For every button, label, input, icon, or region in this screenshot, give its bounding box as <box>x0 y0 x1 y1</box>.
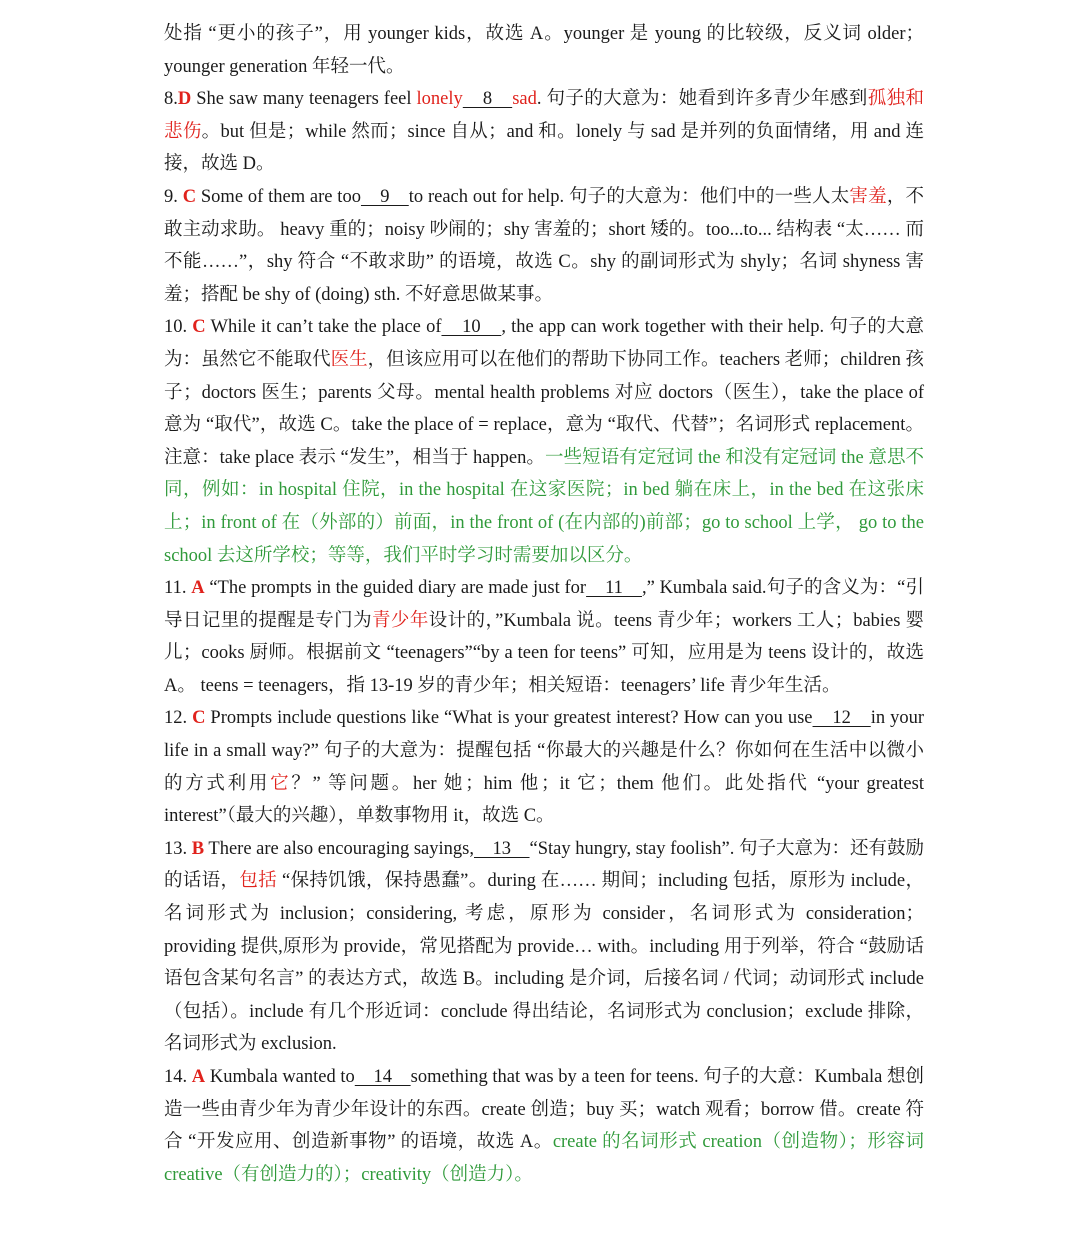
explanation-text: in your life in a small way?” 句子的大意为：提醒包括 “你最大的兴趣是什么？你如何在生活中以微小的方式利用 <box>164 708 925 794</box>
highlighted-answer-text: lonely <box>416 89 463 110</box>
explanation-text: “The prompts in the guided diary are made just for <box>204 578 587 599</box>
answer-letter: C <box>192 317 206 338</box>
explanation-text: 13. <box>164 838 192 859</box>
explanation-text: , the app can work together with their help. 句子的大意为：虽然它不能取代 <box>164 317 925 370</box>
answer-letter: C <box>182 186 197 207</box>
question-explanation-paragraph <box>164 311 924 572</box>
blank-number: 13 <box>474 838 530 859</box>
explanation-text: 8. <box>164 89 178 110</box>
blank-number: 8 <box>462 89 513 110</box>
explanation-text: ,” Kumbala said.句子的含义为：“引导日记里的提醒是专门为 <box>164 578 924 631</box>
highlighted-answer-text: 青少年 <box>372 610 429 631</box>
answer-letter: A <box>191 1067 206 1087</box>
explanation-text: 设计的，”Kumbala 说。teens 青少年；workers 工人；babies 婴儿；cooks 厨师。根据前文 “teenagers”“by a teen for teens” 可知，应用是为 teens 设计的，故选 A。 teens = teenagers，指 13-19 岁的青少年；相关短语：teenagers’ life 青少年生活。 <box>164 610 924 696</box>
explanation-text: 处指 “更小的孩子”，用 younger kids，故选 A。younger 是 young 的比较级，反义词 older；younger generation 年轻一代。 <box>164 24 924 77</box>
answer-letter: D <box>177 89 192 110</box>
explanation-text: There are also encouraging sayings, <box>204 838 474 859</box>
highlighted-answer-text: 它 <box>270 773 292 794</box>
question-explanation-paragraph <box>164 83 924 181</box>
explanation-text: 。but 但是；while 然而；since 自从；and 和。lonely 与 sad 是并列的负面情绪，用 and 连接，故选 D。 <box>164 121 924 175</box>
highlighted-answer-text: sad <box>512 89 537 110</box>
highlighted-answer-text: 医生 <box>330 349 368 370</box>
question-explanation-paragraph <box>164 1061 924 1191</box>
explanation-text: “保持饥饿，保持愚蠢”。during 在…… 期间；including 包括，原形为 include，名词形式为 inclusion；considering, 考虑，原形为 consider，名词形式为 consideration；providing 提供,原形为 provide，常见搭配为 provide… with。including 用于列举，符合 “鼓励话语包含某句名言” 的表达方式，故选 B。including 是介词，后接名词 / 代词；动词形式 include（包括）。include 有几个形近词：conclude 得出结论，名词形式为 conclusion；exclude 排除，名词形式为 exclusion. <box>164 871 924 1055</box>
explanation-text: ，但该应用可以在他们的帮助下协同工作。teachers 老师；children 孩子；doctors 医生；parents 父母。mental health problems 对应 doctors（医生），take the place of 意为 “取代”，故选 C。take the place of = replace，意为 “取代、代替”；名词形式 replacement。注意：take place 表示 “发生”，相当于 happen。 <box>164 349 924 468</box>
highlighted-answer-text: 包括 <box>239 871 278 892</box>
explanation-text: 14. <box>164 1067 192 1087</box>
explanation-text: She saw many teenagers feel <box>191 89 417 110</box>
explanation-text: Some of them are too <box>196 186 361 207</box>
question-explanation-paragraph <box>164 572 924 702</box>
explanation-text: ，不敢主动求助。 heavy 重的；noisy 吵闹的；shy 害羞的；short 矮的。too...to... 结构表 “太…… 而不能……”，shy 符合 “不敢求助” 的语境，故选 C。shy 的副词形式为 shyly；名词 shyness 害羞；搭配 be shy of (doing) sth. 不好意思做某事。 <box>164 186 925 305</box>
blank-number: 11 <box>586 578 642 599</box>
answer-letter: B <box>191 838 205 859</box>
highlighted-answer-text: 害羞 <box>849 186 887 207</box>
explanation-text: ？” 等问题。her 她；him 他；it 它；them 他们。此处指代 “your greatest interest”（最大的兴趣），单数事物用 it，故选 C。 <box>164 773 924 827</box>
explanation-text: Kumbala wanted to <box>205 1067 355 1087</box>
explanation-text: to reach out for help. 句子的大意为：他们中的一些人太 <box>408 186 850 207</box>
continued-explanation-paragraph <box>164 18 924 83</box>
blank-number: 9 <box>360 186 409 207</box>
explanation-text: “Stay hungry, stay foolish”. 句子大意为：还有鼓励的话语， <box>164 838 925 892</box>
explanation-text: 9. <box>164 186 183 207</box>
study-tip-note: 一些短语有定冠词 the 和没有定冠词 the 意思不同，例如：in hospital 住院，in the hospital 在这家医院；in bed 躺在床上，in the bed 在这张床上；in front of 在（外部的）前面，in the front of (在内部的)前部；go to school 上学， go to the school 去这所学校；等等，我们平时学习时需要加以区分。 <box>164 447 924 566</box>
explanation-text: something that was by a teen for teens. 句子的大意：Kumbala 想创造一些由青少年为青少年设计的东西。create 创造；buy 买；watch 观看；borrow 借。create 符合 “开发应用、创造新事物” 的语境，故选 A。 <box>164 1067 925 1153</box>
explanation-text: 10. <box>164 317 193 338</box>
question-explanation-paragraph <box>164 702 924 832</box>
explanation-text: Prompts include questions like “What is your greatest interest? How can you use <box>205 708 813 729</box>
answer-letter: A <box>191 578 205 599</box>
explanation-text: 11. <box>164 578 192 599</box>
explanation-text: . 句子的大意为：她看到许多青少年感到 <box>536 89 868 110</box>
explanation-text: 12. <box>164 708 193 729</box>
explanation-text: While it can’t take the place of <box>205 317 442 338</box>
study-tip-note: create 的名词形式 creation（创造物）；形容词 creative（有创造力的）；creativity（创造力）。 <box>164 1132 924 1185</box>
blank-number: 14 <box>354 1067 411 1087</box>
blank-number: 10 <box>441 317 502 338</box>
question-explanation-paragraph <box>164 833 924 1061</box>
highlighted-answer-text: 孤独和悲伤 <box>164 89 924 142</box>
question-explanation-paragraph <box>164 181 924 311</box>
blank-number: 12 <box>812 708 871 729</box>
answer-letter: C <box>192 708 206 729</box>
